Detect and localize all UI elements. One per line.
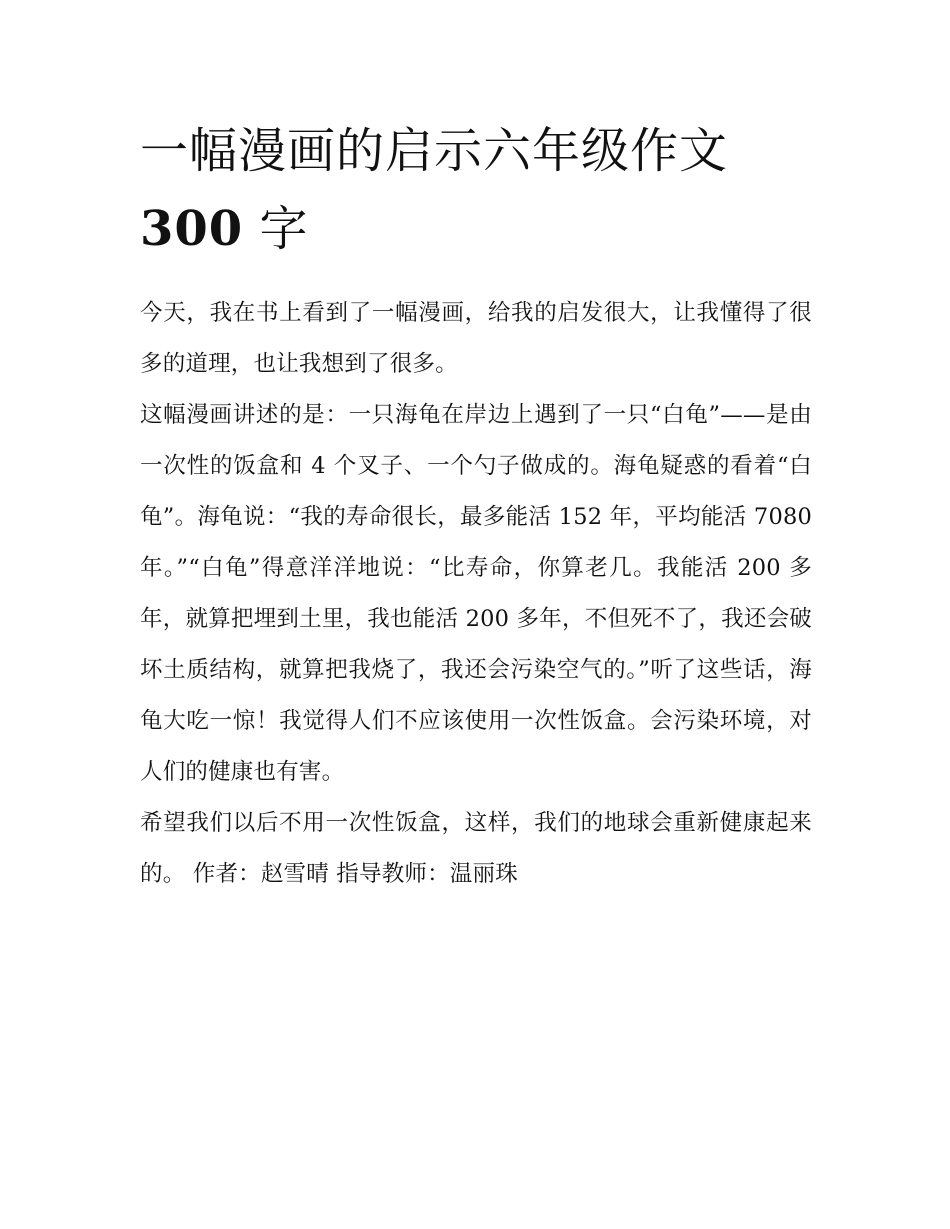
document-page	[140, 112, 812, 900]
title-unit: 字	[243, 201, 309, 257]
paragraph-3: 希望我们以后不用一次性饭盒，这样，我们的地球会重新健康起来的。 作者：赵雪晴 指导教师：温丽珠	[140, 810, 812, 887]
paragraph-2: 这幅漫画讲述的是：一只海龟在岸边上遇到了一只“白龟”——是由一次性的饭盒和 4 个叉子、一个勺子做成的。海龟疑惑的看着“白龟”。海龟说：“我的寿命很长，最多能活 152 年，平均能活 7080 年。”“白龟”得意洋洋地说：“比寿命，你算老几。我能活 200 多年，就算把埋到土里，我也能活 200 多年，不但死不了，我还会破坏土质结构，就算把我烧了，我还会污染空气的。”听了这些话，海龟大吃一惊！我觉得人们不应该使用一次性饭盒。会污染环境，对人们的健康也有害。	[140, 402, 812, 785]
document-body	[140, 288, 812, 900]
title-number: 300	[140, 201, 244, 257]
paragraph-1: 今天，我在书上看到了一幅漫画，给我的启发很大，让我懂得了很多的道理，也让我想到了很多。	[140, 300, 812, 377]
title-line-1: 一幅漫画的启示六年级作文	[140, 123, 729, 179]
document-title	[140, 112, 812, 268]
